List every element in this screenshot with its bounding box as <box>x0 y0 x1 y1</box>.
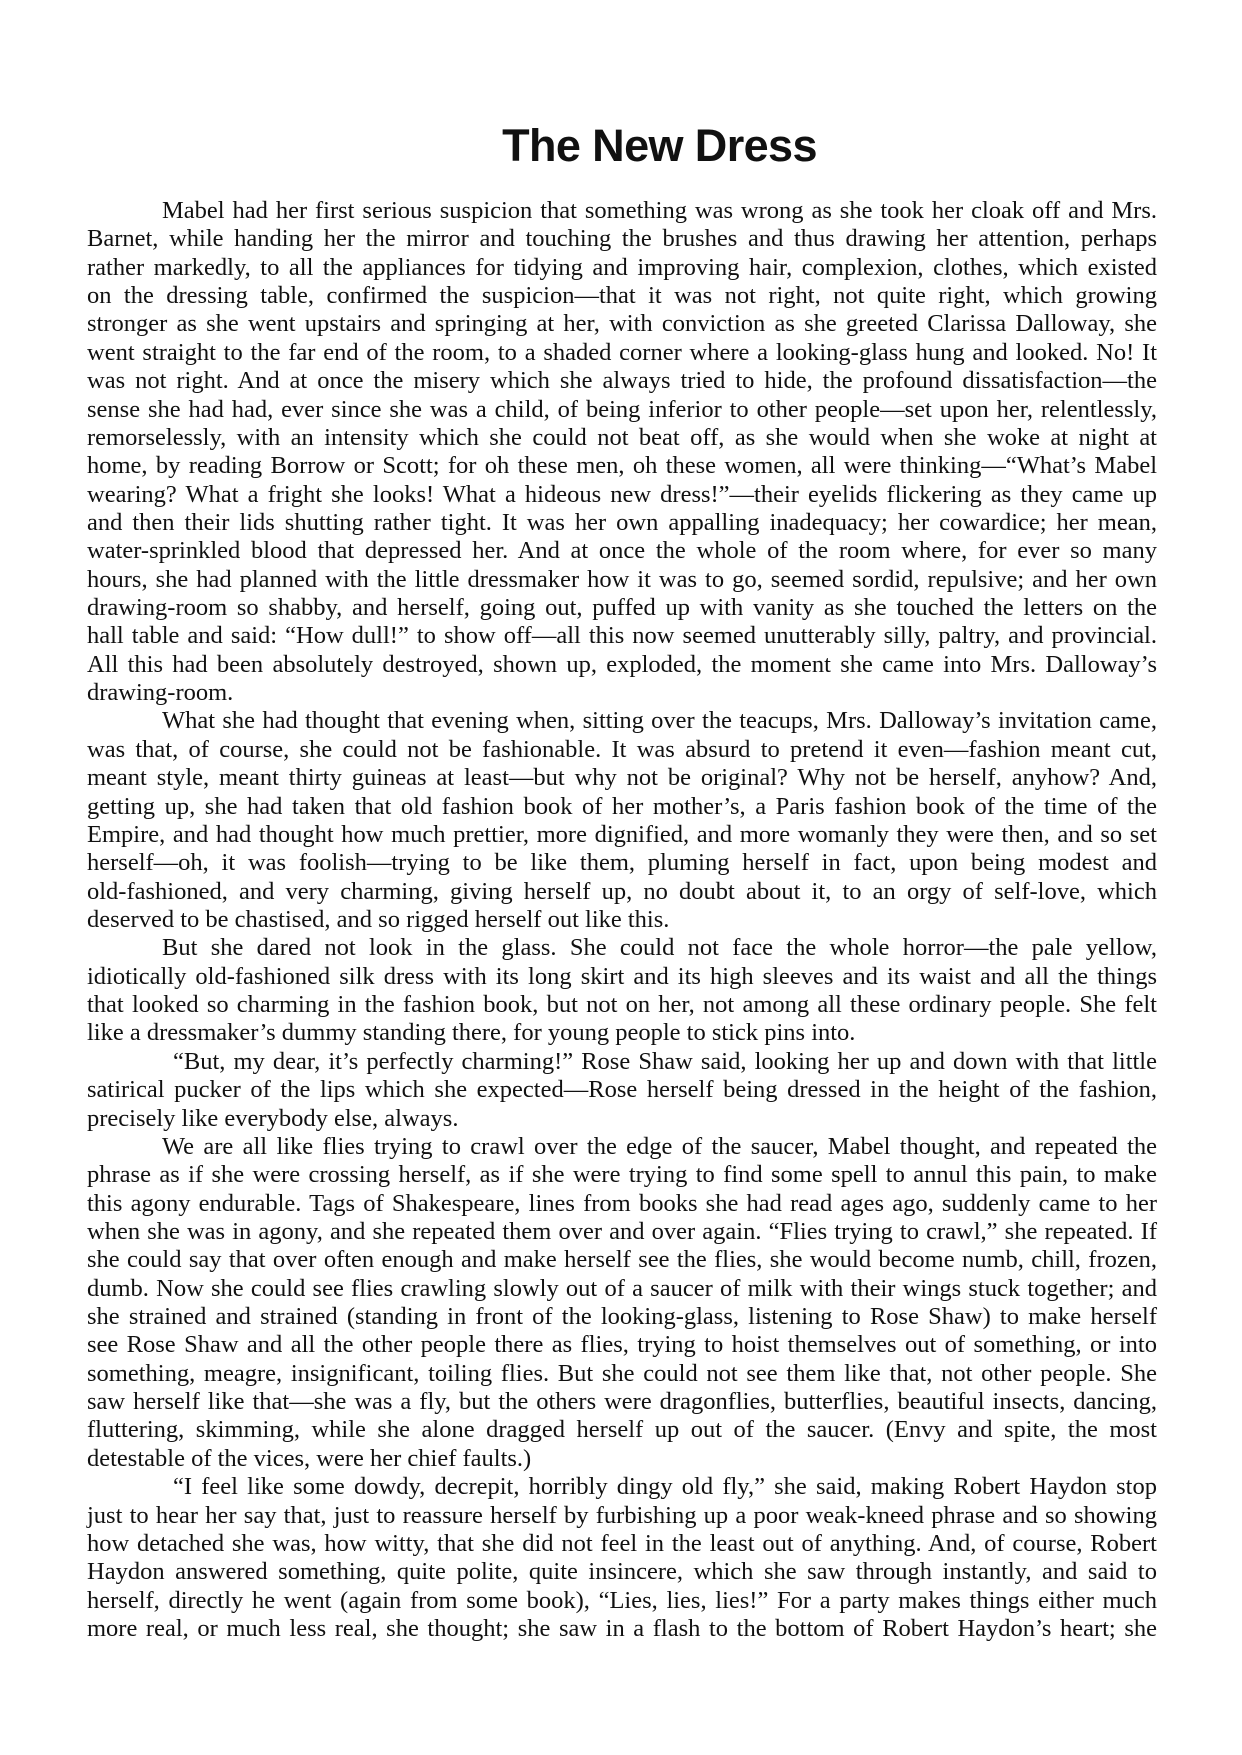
text-line: “I feel like some dowdy, decrepit, horribly dingy old fly,” she said, making Robert Haydon stop <box>173 1473 1157 1501</box>
text-line: she could say that over often enough and make herself see the flies, she would become numb, chill, frozen, <box>87 1246 1157 1274</box>
text-line: on the dressing table, confirmed the suspicion—that it was not right, not quite right, which growing <box>87 282 1157 310</box>
text-line: was that, of course, she could not be fashionable. It was absurd to pretend it even—fashion meant cut, <box>87 735 1157 763</box>
text-line: What she had thought that evening when, sitting over the teacups, Mrs. Dalloway’s invitation came, <box>162 707 1157 735</box>
text-line: saw herself like that—she was a fly, but the others were dragonflies, butterflies, beautiful insects, dancing, <box>87 1388 1157 1416</box>
text-line: hall table and said: “How dull!” to show off—all this now seemed unutterably silly, paltry, and provincial. <box>87 622 1157 650</box>
text-line: All this had been absolutely destroyed, shown up, exploded, the moment she came into Mrs. Dalloway’s <box>87 650 1157 678</box>
text-line: and then their lids shutting rather tight. It was her own appalling inadequacy; her cowardice; her mean, <box>87 508 1157 536</box>
text-line: that looked so charming in the fashion book, but not on her, not among all these ordinary people. She felt <box>87 991 1157 1019</box>
paragraph-2 <box>87 707 1157 934</box>
text-line: stronger as she went upstairs and springing at her, with conviction as she greeted Clarissa Dalloway, she <box>87 310 1157 338</box>
text-line: getting up, she had taken that old fashion book of her mother’s, a Paris fashion book of the time of the <box>87 792 1157 820</box>
text-line: hours, she had planned with the little dressmaker how it was to go, seemed sordid, repulsive; and her own <box>87 565 1157 593</box>
text-line: deserved to be chastised, and so rigged herself out like this. <box>87 905 670 933</box>
text-line: home, by reading Borrow or Scott; for oh these men, oh these women, all were thinking—“What’s Mabel <box>87 452 1157 480</box>
text-line: precisely like everybody else, always. <box>87 1104 459 1132</box>
text-line: sense she had had, ever since she was a child, of being inferior to other people—set upon her, relentlessly, <box>87 395 1157 423</box>
text-line: phrase as if she were crossing herself, as if she were trying to find some spell to annul this pain, to make <box>87 1161 1157 1189</box>
paragraph-3 <box>87 934 1157 1047</box>
text-line: Mabel had her first serious suspicion that something was wrong as she took her cloak off and Mrs. <box>162 197 1157 224</box>
text-line: herself—oh, it was foolish—trying to be like them, pluming herself in fact, upon being modest and <box>87 849 1157 877</box>
text-line: Barnet, while handing her the mirror and touching the brushes and thus drawing her attention, perhaps <box>87 225 1157 253</box>
text-line: she strained and strained (standing in front of the looking-glass, listening to Rose Shaw) to make herself <box>87 1303 1157 1331</box>
text-line: like a dressmaker’s dummy standing there, for young people to stick pins into. <box>87 1019 856 1047</box>
text-line: detestable of the vices, were her chief faults.) <box>87 1444 532 1472</box>
document-body <box>87 197 1157 1643</box>
text-line: this agony endurable. Tags of Shakespeare, lines from books she had read ages ago, suddenly came to her <box>87 1189 1157 1217</box>
text-line: But she dared not look in the glass. She could not face the whole horror—the pale yellow, <box>162 934 1157 962</box>
text-line: drawing-room so shabby, and herself, going out, puffed up with vanity as she touched the letters on the <box>87 594 1157 622</box>
text-line: satirical pucker of the lips which she expected—Rose herself being dressed in the height of the fashion, <box>87 1076 1157 1104</box>
text-line: dumb. Now she could see flies crawling slowly out of a saucer of milk with their wings stuck together; and <box>87 1274 1157 1302</box>
text-line: idiotically old-fashioned silk dress with its long skirt and its high sleeves and its waist and all the things <box>87 962 1157 990</box>
text-line: We are all like flies trying to crawl over the edge of the saucer, Mabel thought, and repeated the <box>162 1132 1157 1160</box>
text-line: when she was in agony, and she repeated them over and over again. “Flies trying to crawl,” she repeated. If <box>87 1217 1157 1245</box>
text-line: went straight to the far end of the room, to a shaded corner where a looking-glass hung and looked. No! It <box>87 338 1157 366</box>
paragraph-6 <box>87 1473 1157 1643</box>
text-line: see Rose Shaw and all the other people there as flies, trying to hoist themselves out of something, or into <box>87 1331 1157 1359</box>
text-line: meant style, meant thirty guineas at least—but why not be original? Why not be herself, anyhow? And, <box>87 764 1157 792</box>
text-line: just to hear her say that, just to reassure herself by furbishing up a poor weak-kneed phrase and so showing <box>87 1501 1157 1529</box>
document-title: The New Dress <box>502 120 817 171</box>
text-line: drawing-room. <box>87 679 234 707</box>
text-line: remorselessly, with an intensity which she could not beat off, as she would when she woke at night at <box>87 423 1157 451</box>
text-line: something, meagre, insignificant, toiling flies. But she could not see them like that, not other people. She <box>87 1359 1157 1387</box>
text-line: water-sprinkled blood that depressed her. And at once the whole of the room where, for ever so many <box>87 537 1157 565</box>
text-line: fluttering, skimming, while she alone dragged herself up out of the saucer. (Envy and spite, the most <box>87 1416 1157 1444</box>
paragraph-4 <box>87 1048 1157 1133</box>
text-line: Haydon answered something, quite polite, quite insincere, which she saw through instantly, and said to <box>87 1558 1157 1586</box>
text-line: was not right. And at once the misery which she always tried to hide, the profound dissatisfaction—the <box>87 367 1157 395</box>
text-line: how detached she was, how witty, that she did not feel in the least out of anything. And, of course, Robert <box>87 1529 1157 1557</box>
text-line: Empire, and had thought how much prettier, more dignified, and more womanly they were then, and so set <box>87 820 1157 848</box>
text-line: wearing? What a fright she looks! What a hideous new dress!”—their eyelids flickering as they came up <box>87 480 1157 508</box>
text-line: old-fashioned, and very charming, giving herself up, no doubt about it, to an orgy of self-love, which <box>87 877 1157 905</box>
text-line: more real, or much less real, she thought; she saw in a flash to the bottom of Robert Haydon’s heart; she <box>87 1614 1157 1642</box>
text-line: “But, my dear, it’s perfectly charming!” Rose Shaw said, looking her up and down with that little <box>173 1047 1157 1075</box>
paragraph-1 <box>87 197 1157 707</box>
paragraph-5 <box>87 1133 1157 1473</box>
text-line: herself, directly he went (again from some book), “Lies, lies, lies!” For a party makes things either much <box>87 1586 1157 1614</box>
text-line: rather markedly, to all the appliances for tidying and improving hair, complexion, clothes, which existed <box>87 253 1157 281</box>
